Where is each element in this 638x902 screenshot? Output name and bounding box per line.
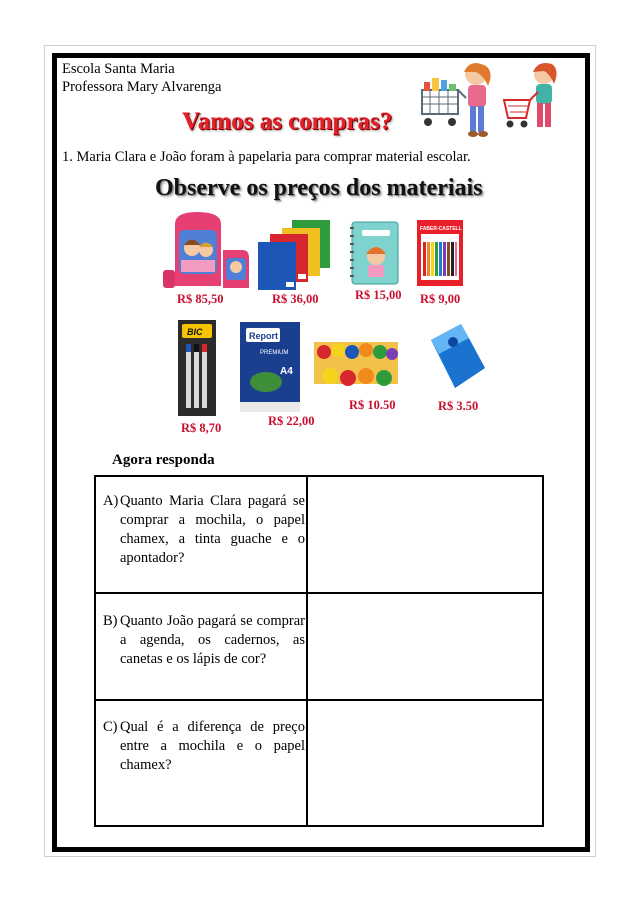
price-agenda: R$ 15,00 <box>355 288 402 302</box>
question-b-letter: B) <box>103 613 118 629</box>
answer-row-separator <box>95 592 543 594</box>
question-b-text: Quanto João pagará se comprar a agenda, os cadernos, as canetas e os lápis de cor? <box>120 613 305 667</box>
answer-box-a[interactable] <box>309 477 542 591</box>
sharpener-image <box>425 320 489 392</box>
paper-ream-image <box>240 322 300 412</box>
paper-line-label: PREMIUM <box>260 350 289 356</box>
paper-brand-label: Report <box>249 331 278 341</box>
question-c <box>103 718 305 775</box>
school-name: Escola Santa Maria <box>62 61 175 77</box>
answer-box-b[interactable] <box>309 595 542 698</box>
question-1-text: 1. Maria Clara e João foram à papelaria para comprar material escolar. <box>62 149 471 165</box>
price-mochila: R$ 85,50 <box>177 292 224 306</box>
worksheet-title: Vamos as compras? <box>182 108 393 135</box>
price-papel-chamex: R$ 22,00 <box>268 414 315 428</box>
answer-box-c[interactable] <box>309 702 542 825</box>
price-lapis-cor: R$ 9,00 <box>420 292 461 306</box>
guache-paints-image <box>310 332 402 394</box>
pencil-brand-label: FABER-CASTELL <box>420 226 462 232</box>
pens-image <box>178 320 216 416</box>
price-cadernos: R$ 36,00 <box>272 292 319 306</box>
question-a-letter: A) <box>103 493 119 509</box>
colored-pencils-image <box>417 220 463 286</box>
price-canetas: R$ 8,70 <box>181 421 222 435</box>
teacher-name: Professora Mary Alvarenga <box>62 79 222 95</box>
girl-pushing-cart-illustration <box>500 60 570 148</box>
question-c-letter: C) <box>103 719 118 735</box>
backpack-image <box>163 210 255 292</box>
prices-heading: Observe os preços dos materiais <box>155 175 483 201</box>
question-a-text: Quanto Maria Clara pagará se comprar a mochila, o papel chamex, a tinta guache e o apontador? <box>120 493 305 566</box>
question-a <box>103 492 305 568</box>
pen-brand-label: BIC <box>187 327 203 337</box>
price-apontador: R$ 3.50 <box>438 399 479 413</box>
question-b <box>103 612 305 669</box>
answer-row-separator <box>95 699 543 701</box>
price-tinta-guache: R$ 10.50 <box>349 398 396 412</box>
agenda-image <box>346 220 400 286</box>
paper-size-label: A4 <box>280 366 293 377</box>
answer-table-divider <box>306 476 308 826</box>
girl-with-cart-illustration <box>412 60 502 148</box>
question-c-text: Qual é a diferença de preço entre a mochila e o papel chamex? <box>120 719 305 773</box>
notebooks-image <box>258 220 332 292</box>
answer-heading: Agora responda <box>112 452 215 468</box>
